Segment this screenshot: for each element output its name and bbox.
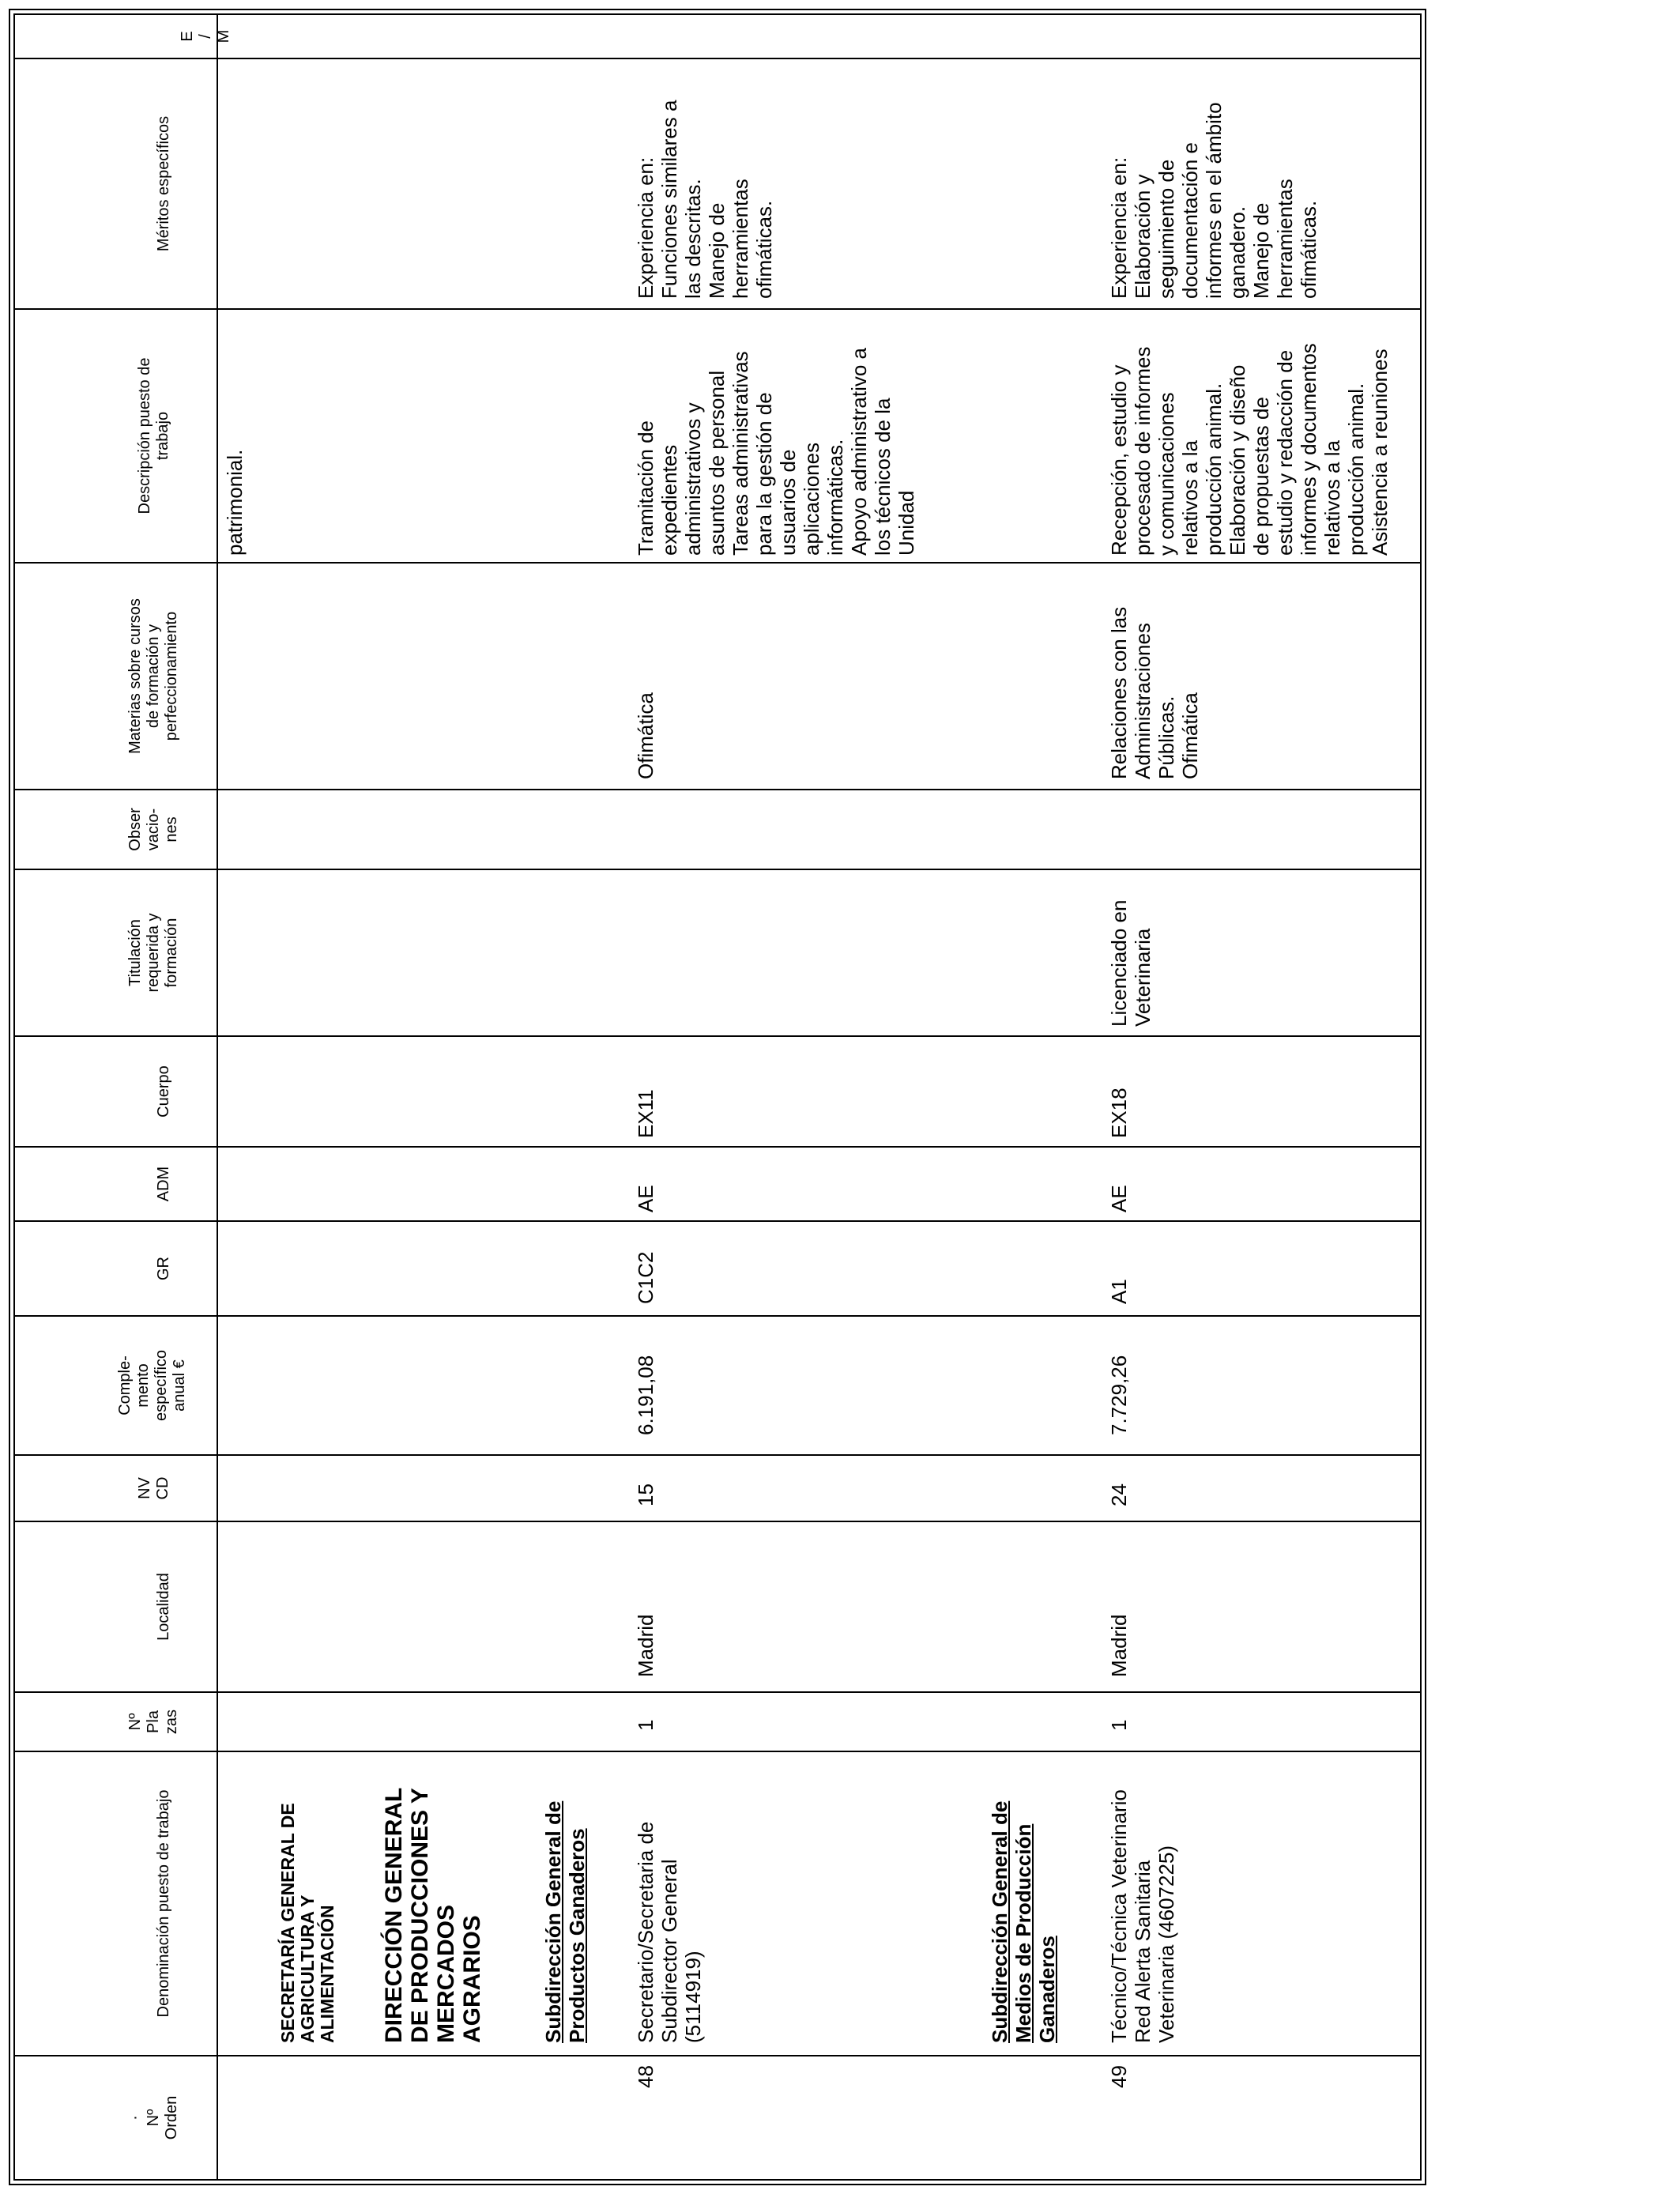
header-grupo: GR: [155, 1257, 172, 1280]
row49-orden: 49: [1107, 2065, 1131, 2088]
continuation-descripcion: patrimonial.: [223, 449, 247, 556]
header-em: E / M: [179, 29, 232, 43]
org-subdireccion-medios: Subdirección General de Medios de Producción Ganaderos: [988, 1800, 1059, 2043]
org-secretaria: SECRETARÍA GENERAL DE AGRICULTURA Y ALIMENTACIÓN: [277, 1803, 337, 2043]
row49-grupo: A1: [1107, 1279, 1131, 1304]
row48-plazas: 1: [634, 1719, 657, 1731]
header-materias: Materias sobre cursos de formación y perfeccionamiento: [126, 598, 180, 754]
row48-meritos: Experiencia en: Funciones similares a las descritas. Manejo de herramientas ofimáticas.: [634, 100, 776, 299]
row49-complemento: 7.729,26: [1107, 1355, 1131, 1435]
inner-border: [14, 14, 1421, 2180]
row48-materias: Ofimática: [634, 692, 657, 779]
org-direccion: DIRECCIÓN GENERAL DE PRODUCCIONES Y MERCADOS AGRARIOS: [381, 1787, 485, 2043]
header-meritos: Méritos específicos: [155, 115, 172, 252]
row48-nivel: 15: [634, 1483, 657, 1506]
row48-descripcion: Tramitación de expedientes administrativos y asuntos de personal Tareas administrativas para la gestión de usuarios de aplicaciones informáticas. Apoyo administrativo a los técnicos de la Unidad: [634, 347, 918, 556]
row49-titulacion: Licenciado en Veterinaria: [1107, 899, 1155, 1027]
header-descripcion: Descripción puesto de trabajo: [136, 357, 171, 515]
header-nivel: NV CD: [136, 1476, 171, 1500]
header-orden: · Nº Orden: [126, 2095, 180, 2140]
row49-adm: AE: [1107, 1185, 1131, 1212]
row49-descripcion: Recepción, estudio y procesado de informes y comunicaciones relativos a la producción animal. Elaboración y diseño de propuestas de estudio y redacción de informes y documentos relativos a la producción animal. Asistencia a reuniones: [1107, 343, 1392, 556]
header-denominacion: Denominación puesto de trabajo: [155, 1789, 172, 2018]
row48-localidad: Madrid: [634, 1614, 657, 1677]
row48-grupo: C1C2: [634, 1251, 657, 1304]
header-complemento: Comple- mento específico anual €: [116, 1349, 188, 1422]
header-localidad: Localidad: [155, 1573, 172, 1641]
outer-border: [9, 9, 1426, 2185]
header-observaciones: Obser vacio- nes: [126, 808, 180, 851]
row49-meritos: Experiencia en: Elaboración y seguimiento de documentación e informes en el ámbito ganadero. Manejo de herramientas ofimáticas.: [1107, 102, 1320, 299]
header-plazas: Nº Pla zas: [126, 1709, 180, 1735]
row49-localidad: Madrid: [1107, 1614, 1131, 1677]
row48-orden: 48: [634, 2065, 657, 2088]
row49-plazas: 1: [1107, 1719, 1131, 1731]
row48-cuerpo: EX11: [634, 1089, 657, 1138]
row48-adm: AE: [634, 1185, 657, 1212]
row49-denominacion: Técnico/Técnica Veterinario Red Alerta Sanitaria Veterinaria (4607225): [1107, 1789, 1178, 2043]
row48-denominacion: Secretario/Secretaria de Subdirector General (5114919): [634, 1821, 705, 2043]
row49-nivel: 24: [1107, 1483, 1131, 1506]
row48-complemento: 6.191,08: [634, 1355, 657, 1435]
row49-materias: Relaciones con las Administraciones Públicas. Ofimática: [1107, 606, 1202, 779]
header-cuerpo: Cuerpo: [155, 1065, 172, 1118]
row49-cuerpo: EX18: [1107, 1088, 1131, 1138]
org-subdireccion-productos: Subdirección General de Productos Ganaderos: [541, 1800, 589, 2043]
header-adm: ADM: [155, 1166, 172, 1202]
header-titulacion: Titulación requerida y formación: [126, 913, 180, 993]
